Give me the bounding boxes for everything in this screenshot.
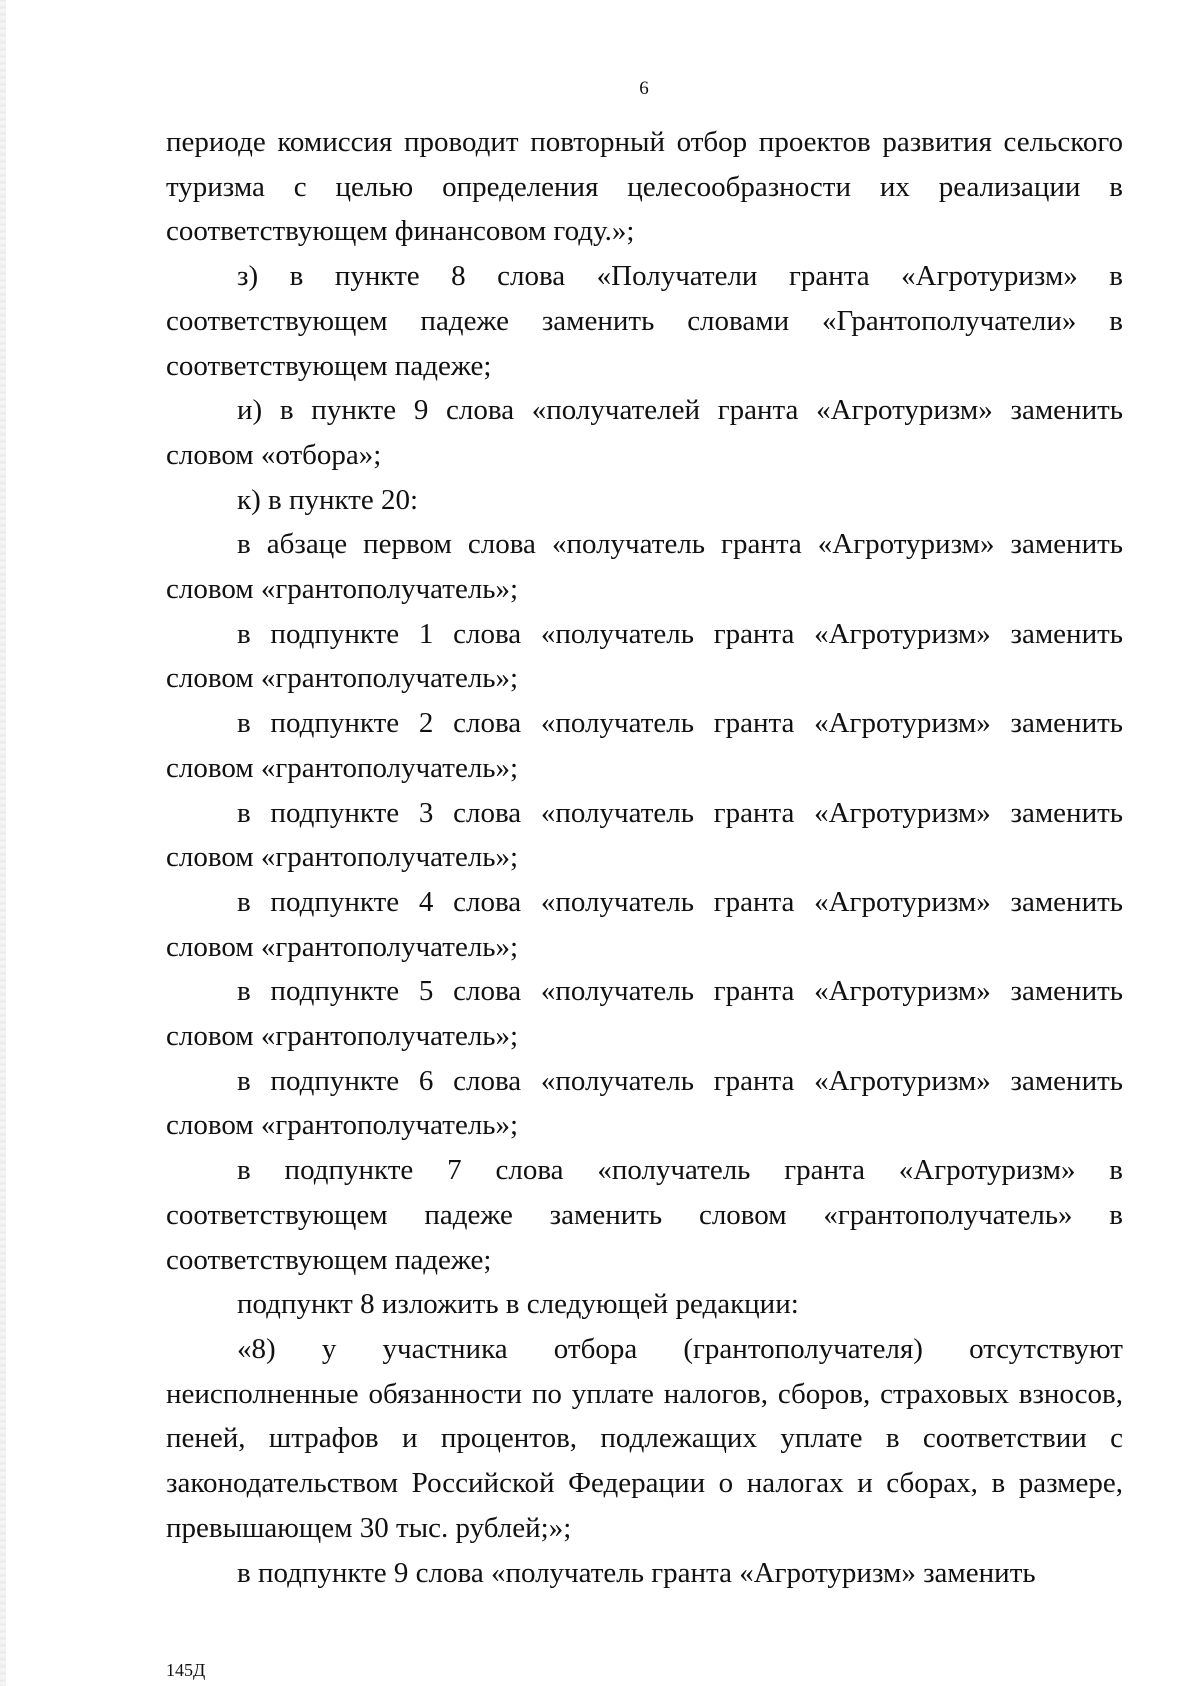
paragraph: в подпункте 6 слова «получатель гранта «Агротуризм» заменить словом «грантополучатель»; bbox=[166, 1064, 1123, 1142]
paragraph: «8) у участника отбора (грантополучателя) отсутствуют неисполненные обязанности по уплате налогов, сборов, страховых взносов, пеней, штрафов и процентов, подлежащих уплате в соответствии с законодательством Российской Федерации о налогах и сборах, в размере, превышающем 30 тыс. рублей;»; bbox=[166, 1332, 1123, 1544]
paragraph: подпункт 8 изложить в следующей редакции: bbox=[237, 1288, 799, 1321]
paragraph: периоде комиссия проводит повторный отбор проектов развития сельского туризма с целью определения целесообразности их реализации в соответствующем финансовом году.»; bbox=[166, 126, 1123, 248]
scan-edge bbox=[0, 0, 6, 1686]
document-code: 145Д bbox=[166, 1660, 206, 1680]
paragraph: в подпункте 9 слова «получатель гранта «Агротуризм» заменить bbox=[237, 1556, 1036, 1589]
paragraph: в подпункте 2 слова «получатель гранта «Агротуризм» заменить словом «грантополучатель»; bbox=[166, 707, 1123, 784]
paragraph: в подпункте 4 слова «получатель гранта «Агротуризм» заменить словом «грантополучатель»; bbox=[166, 885, 1123, 963]
paragraph: з) в пункте 8 слова «Получатели гранта «Агротуризм» в соответствующем падеже заменить словами «Грантополучатели» в соответствующем падеже; bbox=[166, 260, 1123, 382]
paragraph: в подпункте 3 слова «получатель гранта «Агротуризм» заменить словом «грантополучатель»; bbox=[166, 796, 1123, 874]
paragraph: в подпункте 5 слова «получатель гранта «Агротуризм» заменить словом «грантополучатель»; bbox=[166, 975, 1123, 1053]
paragraph: к) в пункте 20: bbox=[237, 483, 419, 516]
paragraph: в подпункте 7 слова «получатель гранта «Агротуризм» в соответствующем падеже заменить словом «грантополучатель» в соответствующем падеже; bbox=[166, 1154, 1123, 1276]
document-body bbox=[166, 120, 1123, 1595]
paragraph: и) в пункте 9 слова «получателей гранта «Агротуризм» заменить словом «отбора»; bbox=[166, 394, 1123, 471]
paragraph: в абзаце первом слова «получатель гранта «Агротуризм» заменить словом «грантополучатель»; bbox=[166, 528, 1123, 606]
page-number: 6 bbox=[639, 78, 649, 99]
paragraph: в подпункте 1 слова «получатель гранта «Агротуризм» заменить словом «грантополучатель»; bbox=[166, 617, 1123, 695]
